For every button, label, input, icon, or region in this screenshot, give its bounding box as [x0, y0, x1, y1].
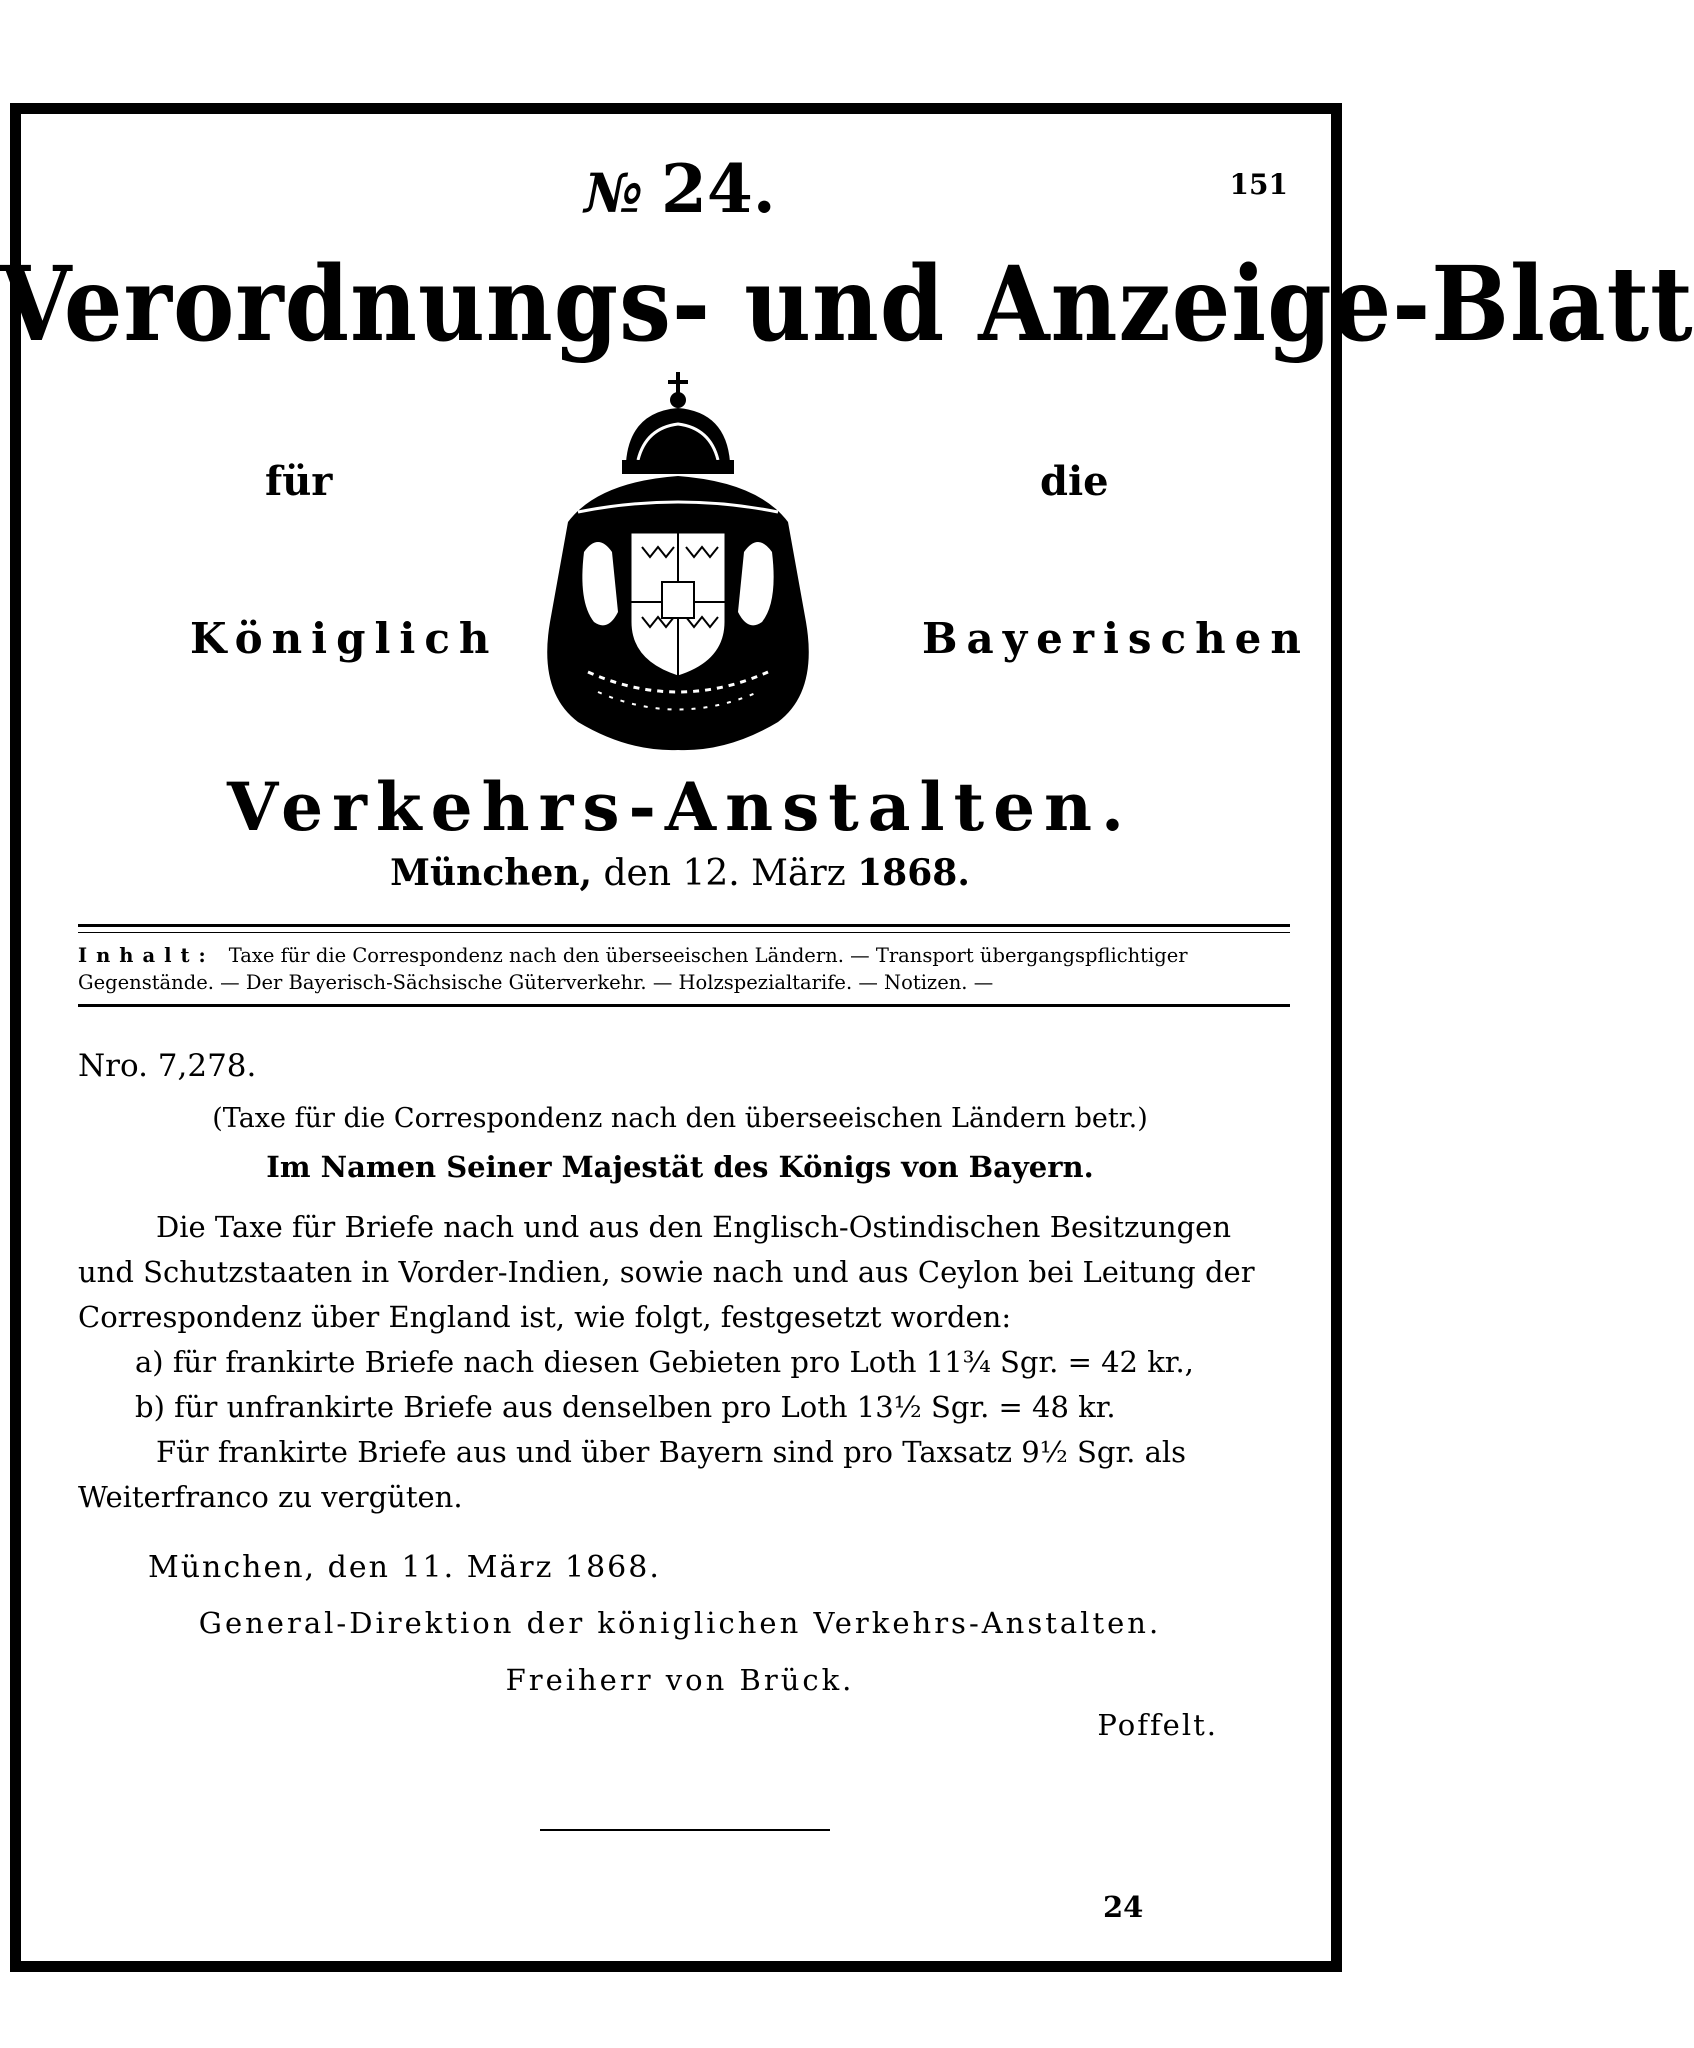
notice-subject: (Taxe für die Correspondenz nach den überseeischen Ländern betr.) [212, 1103, 1148, 1134]
issuing-authority: General-Direktion der königlichen Verkehrs-Anstalten. [198, 1606, 1162, 1640]
masthead-fuer: für [265, 458, 333, 505]
contents-top-rule [78, 924, 1290, 933]
bavarian-coat-of-arms-icon [538, 372, 818, 752]
masthead-koeniglich: Königlich [190, 614, 499, 663]
issue-number [0, 150, 1360, 228]
notice-formula: Im Namen Seiner Majestät des Königs von Bayern. [266, 1150, 1094, 1184]
masthead-die: die [1040, 458, 1109, 505]
masthead-subtitle: Verkehrs-Anstalten. [226, 768, 1134, 846]
signed-date: München, den 11. März 1868. [148, 1550, 661, 1585]
notice-paragraph: Die Taxe für Briefe nach und aus den Englisch-Ostindischen Besitzungen und Schutzstaaten in Vorder-Indien, sowie nach und aus Ceylon bei Leitung der Correspondenz über England ist, wie folgt, festgesetzt worden: [78, 1210, 1255, 1334]
notice-paragraph: Für frankirte Briefe aus und über Bayern sind pro Taxsatz 9½ Sgr. als Weiterfranco zu vergüten. [78, 1435, 1187, 1514]
issue-dateline [0, 852, 1360, 894]
signatory: Freiherr von Brück. [505, 1663, 855, 1697]
signature-number: 24 [1103, 1890, 1144, 1924]
dateline-date: den 12. März [603, 853, 846, 894]
masthead-bayerischen: Bayerischen [922, 614, 1310, 663]
masthead-title: Verordnungs- und Anzeige-Blatt [0, 243, 1694, 365]
countersignatory: Poffelt. [1097, 1708, 1218, 1742]
dateline-year: 1868. [857, 852, 970, 894]
contents-bottom-rule [78, 1004, 1290, 1007]
notice-item-a: a) für frankirte Briefe nach diesen Gebieten pro Loth 11¾ Sgr. = 42 kr., [135, 1345, 1194, 1379]
footer-rule [540, 1829, 830, 1831]
notice-number: Nro. 7,278. [78, 1048, 257, 1084]
notice-item-b: b) für unfrankirte Briefe aus denselben pro Loth 13½ Sgr. = 48 kr. [135, 1390, 1116, 1424]
table-of-contents [78, 942, 1290, 996]
numero-sign: № [584, 161, 643, 225]
issue-number-value: 24. [660, 150, 776, 228]
contents-text: Taxe für die Correspondenz nach den überseeischen Ländern. — Transport übergangspflichtiger Gegenstände. — Der Bayerisch-Sächsische Güterverkehr. — Holzspezialtarife. — Notizen. — [78, 944, 1188, 994]
notice-body [78, 1205, 1290, 1520]
page-number: 151 [1229, 168, 1288, 201]
contents-label: Inhalt: [78, 944, 215, 967]
dateline-city: München, [390, 852, 593, 894]
